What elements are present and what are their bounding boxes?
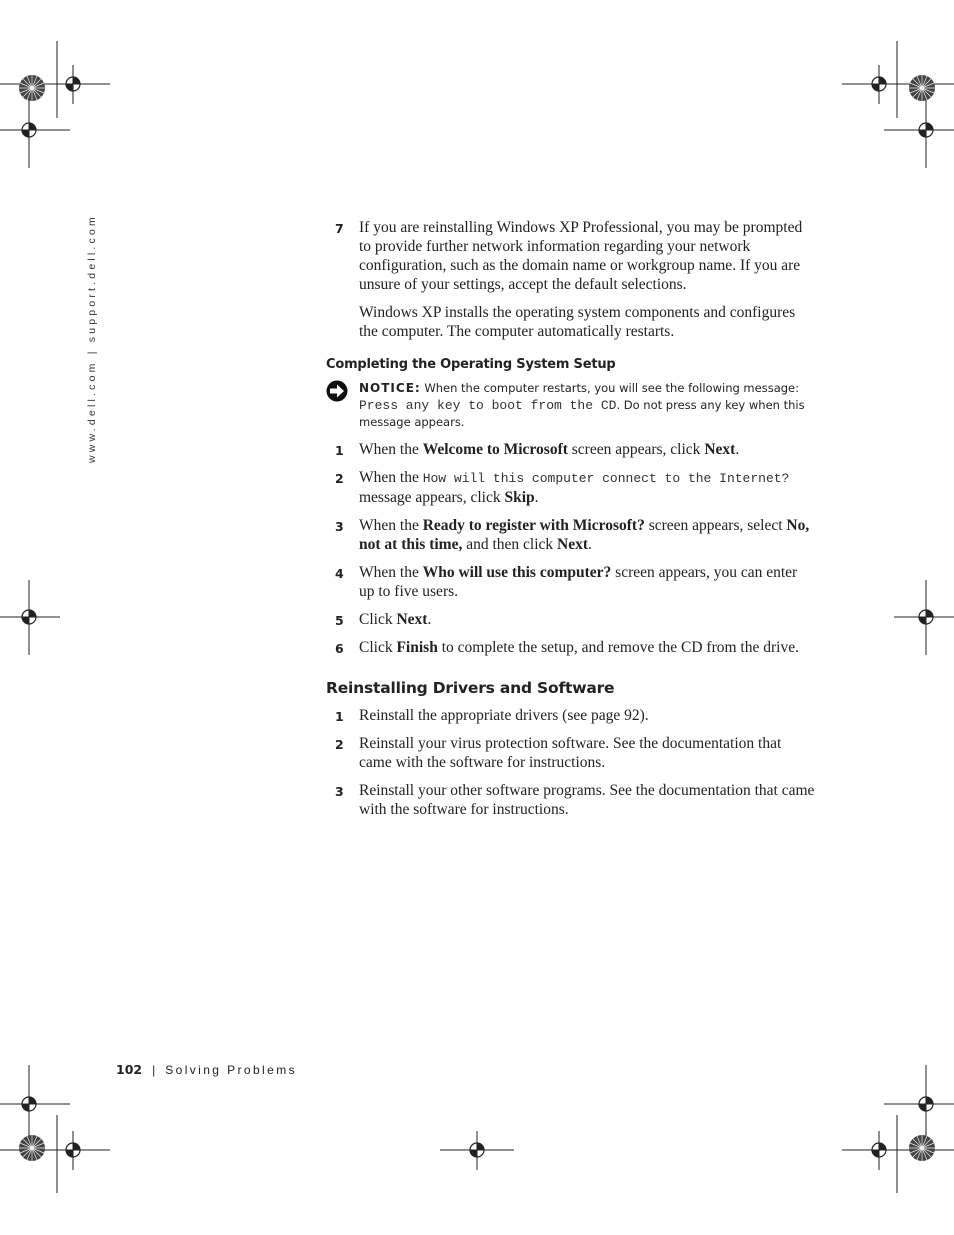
step-number: 2: [335, 471, 344, 486]
step-text: Reinstall your virus protection software. See the documentation that came with the software for instructions.: [359, 735, 782, 771]
notice-box: [326, 380, 816, 431]
ui-term: Finish: [396, 639, 438, 656]
ui-term: Next: [396, 611, 428, 628]
ui-term: Ready to register with Microsoft?: [422, 517, 645, 534]
ui-term: No, not at this time,: [359, 517, 810, 553]
setup-step-2: [326, 468, 816, 507]
step-text: .: [588, 536, 592, 553]
step-text: and then click: [462, 536, 558, 553]
reinstall-step-3: [326, 781, 816, 819]
notice-text-end: . Do not press any key when this message appears.: [359, 398, 805, 429]
step-text: message appears, click: [359, 489, 505, 506]
step-text: screen appears, you can enter up to five users.: [359, 564, 798, 600]
step-7: [326, 218, 816, 294]
step-text: .: [534, 489, 539, 506]
setup-step-5: [326, 610, 816, 629]
setup-step-4: [326, 563, 816, 601]
notice-label: NOTICE:: [359, 381, 421, 395]
main-content: [326, 218, 816, 828]
ui-term: Next: [557, 536, 589, 553]
step-number: 2: [335, 737, 344, 752]
step-text: screen appears, select: [644, 517, 787, 534]
step-text: Click: [359, 639, 397, 656]
step-number: 4: [335, 566, 344, 581]
step-text: When the: [359, 517, 423, 534]
step-text: When the: [359, 441, 423, 458]
ui-term: Who will use this computer?: [422, 564, 612, 581]
ui-message-code: How will this computer connect to the Internet?: [422, 471, 790, 486]
notice-code: Press any key to boot from the CD: [359, 398, 617, 413]
step-text: .: [427, 611, 432, 628]
step-number: 5: [335, 613, 344, 628]
step-number: 3: [335, 784, 344, 799]
section-heading-reinstalling: Reinstalling Drivers and Software: [326, 679, 615, 697]
step-text: If you are reinstalling Windows XP Professional, you may be prompted to provide further network information regarding your network configuration, such as the domain name or workgroup name. If you are unsure of your settings, accept the default selections.: [359, 219, 803, 293]
footer-separator: |: [152, 1063, 156, 1077]
arrow-right-icon: [326, 380, 348, 402]
ui-term: Skip: [504, 489, 535, 506]
step-text: When the: [359, 469, 423, 486]
step-text: When the: [359, 564, 423, 581]
ui-term: Next: [704, 441, 736, 458]
footer-section-title: Solving Problems: [165, 1063, 297, 1077]
step-number: 1: [335, 443, 344, 458]
setup-step-6: [326, 638, 816, 657]
step-number: 1: [335, 709, 344, 724]
step-text: to complete the setup, and remove the CD from the drive.: [437, 639, 799, 656]
step-7-followup: Windows XP installs the operating system components and configures the computer. The computer automatically restarts.: [359, 304, 796, 340]
sidebar-url: www.dell.com | support.dell.com: [86, 214, 98, 463]
step-number: 6: [335, 641, 344, 656]
ui-term: Welcome to Microsoft: [422, 441, 568, 458]
step-text: Reinstall the appropriate drivers (see page 92).: [359, 707, 649, 724]
step-text: screen appears, click: [567, 441, 705, 458]
setup-step-1: [326, 440, 816, 459]
page-footer: [116, 1062, 297, 1077]
reinstall-step-2: [326, 734, 816, 772]
step-number: 7: [335, 221, 344, 236]
setup-step-3: [326, 516, 816, 554]
step-text: Click: [359, 611, 397, 628]
step-number: 3: [335, 519, 344, 534]
section-heading-completing-setup: Completing the Operating System Setup: [326, 357, 616, 372]
step-text: .: [735, 441, 740, 458]
reinstall-step-1: [326, 706, 816, 725]
step-text: Reinstall your other software programs. See the documentation that came with the software for instructions.: [359, 782, 815, 818]
notice-text: When the computer restarts, you will see the following message:: [424, 381, 799, 395]
page-number: 102: [116, 1062, 143, 1077]
